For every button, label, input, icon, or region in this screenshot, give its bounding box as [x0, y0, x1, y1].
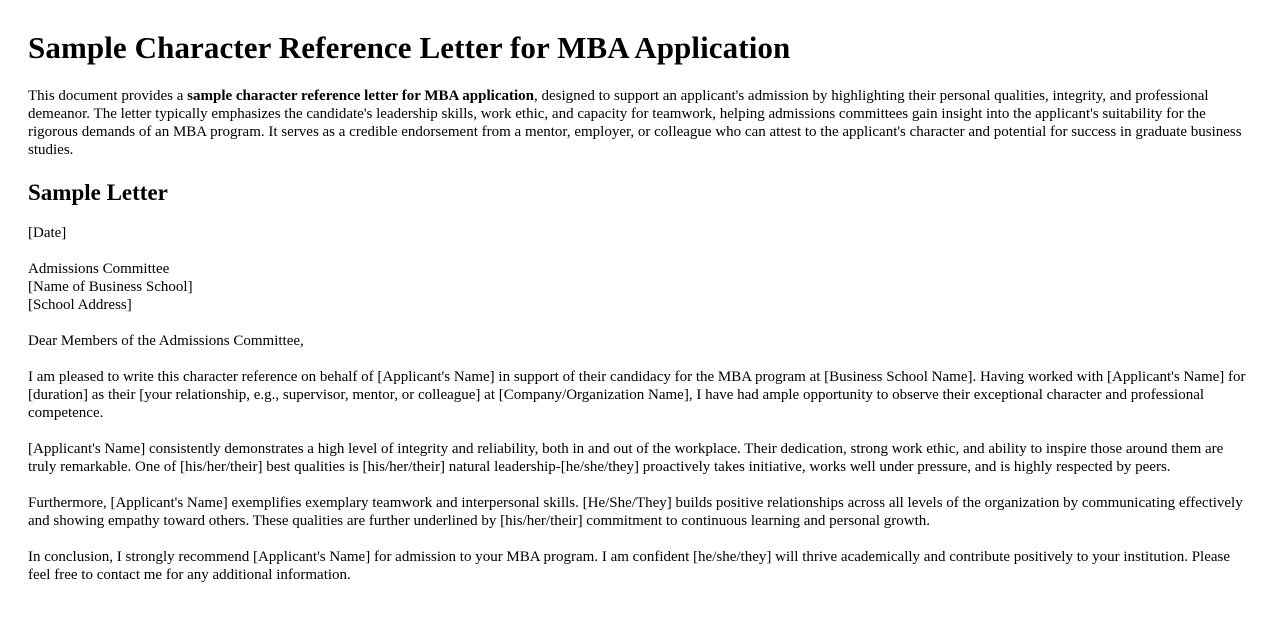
recipient-address: [28, 260, 1250, 314]
intro-suffix: , designed to support an applicant's admission by highlighting their personal qualities, integrity, and professional demeanor. The letter typically emphasizes the candidate's leadership skills, work ethic, and capacity for teamwork, helping admissions committees gain insight into the applicant's suitability for the rigorous demands of an MBA program. It serves as a credible endorsement from a mentor, employer, or colleague who can attest to the applicant's character and potential for success in graduate business studies.: [28, 88, 1242, 158]
document-page: [0, 30, 1278, 584]
letter-paragraph: Furthermore, [Applicant's Name] exemplifies exemplary teamwork and interpersonal skills. [He/She/They] builds positive relationships across all levels of the organization by communicating effectively and showing empathy toward others. These qualities are further underlined by [his/her/their] commitment to continuous learning and personal growth.: [28, 495, 1243, 529]
address-line-2: [Name of Business School]: [28, 279, 193, 295]
section-heading: Sample Letter: [28, 180, 168, 205]
letter-paragraph: In conclusion, I strongly recommend [Applicant's Name] for admission to your MBA program. I am confident [he/she/they] will thrive academically and contribute positively to your institution. Please feel free to contact me for any additional information.: [28, 549, 1231, 583]
intro-bold-phrase: sample character reference letter for MBA application: [187, 88, 534, 104]
address-line-1: Admissions Committee: [28, 261, 170, 277]
letter-salutation: Dear Members of the Admissions Committee,: [28, 333, 304, 349]
letter-paragraph: [Applicant's Name] consistently demonstrates a high level of integrity and reliability, both in and out of the workplace. Their dedication, strong work ethic, and ability to inspire those around them are truly remarkable. One of [his/her/their] best qualities is [his/her/their] natural leadership-[he/she/they] proactively takes initiative, works well under pressure, and is highly respected by peers.: [28, 441, 1224, 475]
intro-prefix: This document provides a: [28, 88, 188, 104]
letter-date: [Date]: [28, 225, 67, 241]
address-line-3: [School Address]: [28, 297, 132, 313]
letter-paragraph: I am pleased to write this character reference on behalf of [Applicant's Name] in support of their candidacy for the MBA program at [Business School Name]. Having worked with [Applicant's Name] for [duration] as their [your relationship, e.g., supervisor, mentor, or colleague] at [Company/Organization Name], I have had ample opportunity to observe their exceptional character and professional competence.: [28, 369, 1246, 421]
intro-paragraph: [28, 87, 1250, 159]
page-title: Sample Character Reference Letter for MBA Application: [28, 30, 791, 65]
sample-letter: [28, 224, 1250, 584]
